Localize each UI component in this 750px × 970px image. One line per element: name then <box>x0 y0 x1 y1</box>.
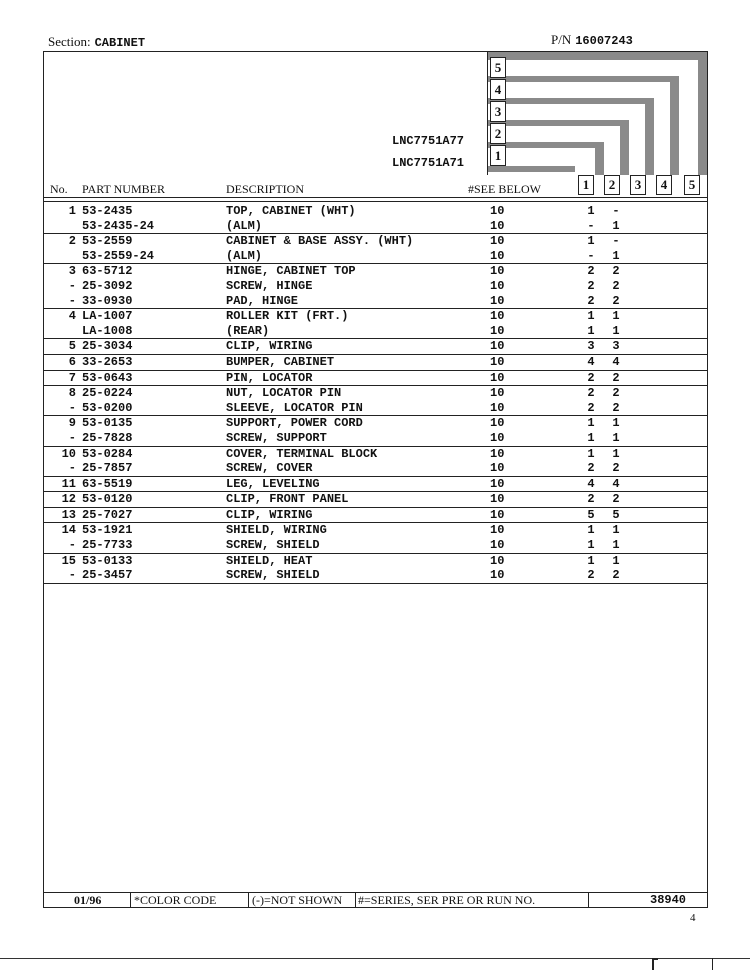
footer-bar <box>44 892 708 908</box>
row-series: 10 <box>490 461 505 476</box>
page-mark: 4 <box>690 912 696 924</box>
footer-doc-number: 38940 <box>650 893 687 907</box>
row-series: 10 <box>490 354 505 369</box>
table-row <box>44 401 708 417</box>
row-qty-model-2: 5 <box>612 507 620 522</box>
row-series: 10 <box>490 430 505 445</box>
row-part-number: LA-1008 <box>82 323 133 338</box>
footer-series-note: #=SERIES, SER PRE OR RUN NO. <box>358 893 536 907</box>
row-item-number: 1 <box>68 204 76 218</box>
row-qty-model-1: 5 <box>587 507 595 522</box>
section-heading <box>48 34 145 50</box>
row-part-number: 25-7857 <box>82 461 133 476</box>
table-row <box>44 492 708 508</box>
row-qty-model-2: 1 <box>612 309 620 324</box>
row-qty-model-2: 2 <box>612 278 620 293</box>
row-series: 10 <box>490 218 505 233</box>
footer-not-shown: (-)=NOT SHOWN <box>252 893 343 907</box>
row-part-number: 53-0643 <box>82 370 133 385</box>
row-series: 10 <box>490 400 505 415</box>
row-series: 10 <box>490 446 505 461</box>
row-item-number: - <box>68 400 76 415</box>
row-series: 10 <box>490 278 505 293</box>
row-series: 10 <box>490 507 505 522</box>
row-qty-model-2: 2 <box>612 461 620 476</box>
table-row <box>44 538 708 554</box>
row-qty-model-1: - <box>587 248 595 263</box>
model-index-2: 2 <box>490 123 506 144</box>
row-description: COVER, TERMINAL BLOCK <box>226 446 378 461</box>
row-qty-model-1: 4 <box>587 354 595 369</box>
row-description: (REAR) <box>226 323 270 338</box>
row-series: 10 <box>490 264 505 279</box>
row-qty-model-2: 2 <box>612 370 620 385</box>
row-qty-model-2: 1 <box>612 523 620 538</box>
table-row <box>44 431 708 447</box>
row-item-number: 14 <box>61 523 76 538</box>
row-description: CLIP, WIRING <box>226 339 313 354</box>
row-series: 10 <box>490 248 505 263</box>
row-item-number: - <box>68 293 76 308</box>
row-series: 10 <box>490 568 505 583</box>
pn-label: P/N <box>551 32 572 47</box>
row-description: SCREW, COVER <box>226 461 313 476</box>
row-description: CLIP, WIRING <box>226 507 313 522</box>
footer-date: 01/96 <box>74 893 102 907</box>
parts-list <box>44 204 708 584</box>
row-item-number: 2 <box>68 234 76 249</box>
row-series: 10 <box>490 309 505 324</box>
row-qty-model-2: 1 <box>612 218 620 233</box>
table-row <box>44 309 708 324</box>
row-part-number: 25-7733 <box>82 538 133 553</box>
row-item-number: 15 <box>61 553 76 568</box>
table-row <box>44 249 708 265</box>
table-row <box>44 234 708 249</box>
row-description: SCREW, HINGE <box>226 278 313 293</box>
row-qty-model-2: 1 <box>612 323 620 338</box>
row-item-number: - <box>68 538 76 553</box>
row-qty-model-2: 1 <box>612 416 620 431</box>
row-qty-model-1: 1 <box>587 538 595 553</box>
row-series: 10 <box>490 370 505 385</box>
row-description: SHIELD, HEAT <box>226 553 313 568</box>
row-description: NUT, LOCATOR PIN <box>226 386 342 401</box>
row-item-number: - <box>68 278 76 293</box>
table-row <box>44 324 708 340</box>
row-item-number: 3 <box>68 264 76 279</box>
model-index-5: 5 <box>490 57 506 78</box>
row-part-number: 53-2435 <box>82 204 133 218</box>
row-part-number: 25-3034 <box>82 339 133 354</box>
row-description: LEG, LEVELING <box>226 476 320 491</box>
row-qty-model-1: 2 <box>587 492 595 507</box>
row-qty-model-2: 1 <box>612 538 620 553</box>
row-series: 10 <box>490 386 505 401</box>
row-series: 10 <box>490 339 505 354</box>
row-item-number: - <box>68 461 76 476</box>
row-item-number: 12 <box>61 492 76 507</box>
row-part-number: 63-5519 <box>82 476 133 491</box>
table-row <box>44 508 708 524</box>
row-qty-model-1: 1 <box>587 309 595 324</box>
table-row <box>44 204 708 219</box>
part-number-heading <box>551 32 633 48</box>
row-item-number: 6 <box>68 354 76 369</box>
row-item-number: 11 <box>61 476 76 491</box>
row-description: PIN, LOCATOR <box>226 370 313 385</box>
row-description: TOP, CABINET (WHT) <box>226 204 356 218</box>
model-column-2: 2 <box>604 175 620 195</box>
row-series: 10 <box>490 523 505 538</box>
column-header-description: DESCRIPTION <box>226 182 305 196</box>
row-qty-model-2: 4 <box>612 354 620 369</box>
row-item-number: - <box>68 568 76 583</box>
model-index-3: 3 <box>490 101 506 122</box>
row-description: SUPPORT, POWER CORD <box>226 416 363 431</box>
row-item-number: 7 <box>68 370 76 385</box>
row-qty-model-2: - <box>612 234 620 249</box>
row-qty-model-2: 4 <box>612 476 620 491</box>
row-description: SHIELD, WIRING <box>226 523 327 538</box>
row-description: SCREW, SHIELD <box>226 568 320 583</box>
row-part-number: 25-7828 <box>82 430 133 445</box>
row-qty-model-1: 2 <box>587 370 595 385</box>
row-qty-model-2: 2 <box>612 386 620 401</box>
model-column-5: 5 <box>684 175 700 195</box>
model-column-4: 4 <box>656 175 672 195</box>
row-series: 10 <box>490 234 505 249</box>
model-column-3: 3 <box>630 175 646 195</box>
row-part-number: 53-0135 <box>82 416 133 431</box>
table-row <box>44 294 708 310</box>
page-bottom-rule <box>0 958 750 959</box>
row-part-number: 25-3092 <box>82 278 133 293</box>
model-name-2: LNC7751A77 <box>392 134 465 148</box>
row-part-number: 25-7027 <box>82 507 133 522</box>
row-qty-model-1: 1 <box>587 416 595 431</box>
row-qty-model-1: 2 <box>587 293 595 308</box>
row-part-number: 63-5712 <box>82 264 133 279</box>
row-qty-model-1: 2 <box>587 386 595 401</box>
row-item-number: 13 <box>61 507 76 522</box>
table-row <box>44 219 708 235</box>
model-name-1: LNC7751A71 <box>392 156 465 170</box>
row-series: 10 <box>490 476 505 491</box>
table-row <box>44 355 708 371</box>
row-qty-model-1: 4 <box>587 476 595 491</box>
footer-color-code: *COLOR CODE <box>134 893 217 907</box>
row-description: SCREW, SUPPORT <box>226 430 327 445</box>
row-series: 10 <box>490 293 505 308</box>
table-row <box>44 554 708 569</box>
table-row <box>44 339 708 355</box>
row-qty-model-1: 2 <box>587 264 595 279</box>
row-qty-model-2: 1 <box>612 553 620 568</box>
row-qty-model-1: 2 <box>587 400 595 415</box>
model-index-4: 4 <box>490 79 506 100</box>
row-qty-model-1: 1 <box>587 446 595 461</box>
row-qty-model-1: 1 <box>587 430 595 445</box>
row-part-number: 53-0200 <box>82 400 133 415</box>
row-series: 10 <box>490 204 505 218</box>
row-qty-model-1: 1 <box>587 204 595 218</box>
table-row <box>44 568 708 584</box>
row-item-number: 10 <box>61 446 76 461</box>
row-qty-model-2: 2 <box>612 293 620 308</box>
row-part-number: 33-0930 <box>82 293 133 308</box>
row-part-number: 25-0224 <box>82 386 133 401</box>
section-label: Section: <box>48 34 91 49</box>
row-series: 10 <box>490 553 505 568</box>
row-qty-model-2: 2 <box>612 400 620 415</box>
row-series: 10 <box>490 416 505 431</box>
row-description: CLIP, FRONT PANEL <box>226 492 349 507</box>
row-item-number: 5 <box>68 339 76 354</box>
pn-value: 16007243 <box>575 34 633 48</box>
row-qty-model-1: 1 <box>587 323 595 338</box>
table-row <box>44 477 708 493</box>
column-header-series: #SEE BELOW <box>468 182 541 196</box>
row-part-number: 33-2653 <box>82 354 133 369</box>
row-item-number: - <box>68 430 76 445</box>
table-row <box>44 371 708 387</box>
model-index-1: 1 <box>490 145 506 166</box>
row-qty-model-1: 2 <box>587 568 595 583</box>
row-series: 10 <box>490 323 505 338</box>
column-header-no: No. <box>50 182 68 196</box>
row-part-number: 53-2559-24 <box>82 248 155 263</box>
row-qty-model-2: 1 <box>612 430 620 445</box>
table-row <box>44 264 708 279</box>
table-row <box>44 447 708 462</box>
row-series: 10 <box>490 492 505 507</box>
row-part-number: 53-0284 <box>82 446 133 461</box>
row-description: SCREW, SHIELD <box>226 538 320 553</box>
row-part-number: LA-1007 <box>82 309 133 324</box>
row-description: (ALM) <box>226 218 263 233</box>
row-item-number: 9 <box>68 416 76 431</box>
row-part-number: 53-1921 <box>82 523 133 538</box>
row-qty-model-1: 2 <box>587 461 595 476</box>
row-description: BUMPER, CABINET <box>226 354 335 369</box>
row-qty-model-1: 1 <box>587 234 595 249</box>
row-description: ROLLER KIT (FRT.) <box>226 309 349 324</box>
row-description: CABINET & BASE ASSY. (WHT) <box>226 234 414 249</box>
row-qty-model-1: 2 <box>587 278 595 293</box>
row-qty-model-2: 2 <box>612 264 620 279</box>
row-qty-model-2: 1 <box>612 248 620 263</box>
row-part-number: 53-2435-24 <box>82 218 155 233</box>
row-part-number: 53-2559 <box>82 234 133 249</box>
row-qty-model-2: 2 <box>612 568 620 583</box>
row-description: HINGE, CABINET TOP <box>226 264 356 279</box>
row-qty-model-1: 1 <box>587 523 595 538</box>
row-qty-model-1: 1 <box>587 553 595 568</box>
row-qty-model-1: 3 <box>587 339 595 354</box>
row-item-number: 4 <box>68 309 76 324</box>
row-description: (ALM) <box>226 248 263 263</box>
table-row <box>44 416 708 431</box>
row-part-number: 25-3457 <box>82 568 133 583</box>
section-value: CABINET <box>94 36 146 50</box>
row-description: PAD, HINGE <box>226 293 299 308</box>
table-row <box>44 279 708 294</box>
table-row <box>44 461 708 477</box>
row-description: SLEEVE, LOCATOR PIN <box>226 400 363 415</box>
row-qty-model-1: - <box>587 218 595 233</box>
model-column-1: 1 <box>578 175 594 195</box>
row-qty-model-2: - <box>612 204 620 218</box>
column-header-part-number: PART NUMBER <box>82 182 165 196</box>
row-qty-model-2: 1 <box>612 446 620 461</box>
row-item-number: 8 <box>68 386 76 401</box>
table-row <box>44 386 708 401</box>
row-qty-model-2: 3 <box>612 339 620 354</box>
row-part-number: 53-0133 <box>82 553 133 568</box>
row-part-number: 53-0120 <box>82 492 133 507</box>
table-row <box>44 523 708 538</box>
row-qty-model-2: 2 <box>612 492 620 507</box>
row-series: 10 <box>490 538 505 553</box>
